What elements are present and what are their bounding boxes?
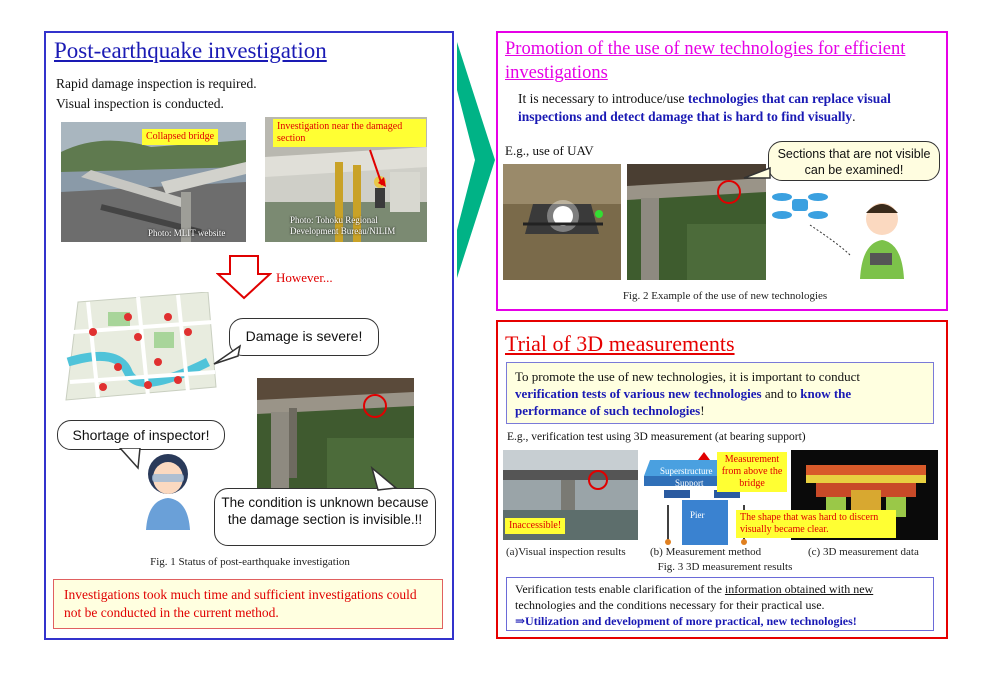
superstructure-label: Superstructure	[660, 466, 713, 476]
map-illustration	[58, 292, 218, 402]
pointer-arrow	[360, 145, 390, 190]
promotion-title: Promotion of the use of new technologies for efficient investigations	[505, 39, 906, 83]
left-title: Post-earthquake investigation	[54, 38, 327, 63]
collapsed-bridge-tag: Collapsed bridge	[142, 129, 218, 145]
promotion-text	[518, 90, 923, 126]
uav-bubble	[768, 141, 940, 181]
promotion-text-bold: technologies that can replace visual inspections and detect damage that is hard to find visually	[518, 91, 891, 124]
trial-box-plain1: To promote the use of new technologies, it is important to conduct	[515, 369, 860, 384]
however-text: However...	[276, 270, 333, 285]
investigation-tag: Investigation near the damaged section	[273, 119, 426, 147]
condition-unknown-text: The condition is unknown because the damage section is invisible.!!	[221, 495, 429, 527]
drone-operator-icon	[770, 185, 920, 280]
right-arrow-icon	[455, 40, 497, 280]
caption-b: (b) Measurement method	[650, 546, 762, 558]
caption-a: (a)Visual inspection results	[506, 546, 626, 558]
caption-c: (c) 3D measurement data	[808, 546, 919, 558]
uav-photo	[503, 164, 621, 280]
trial-title: Trial of 3D measurements	[505, 331, 735, 356]
uav-bubble-text: Sections that are not visible can be examined!	[777, 147, 931, 177]
final-box	[506, 577, 934, 631]
trial-eg: E.g., verification test using 3D measurement (at bearing support)	[507, 431, 806, 443]
final-pre: Verification tests enable clarification of the	[515, 582, 725, 596]
bubble-tail	[370, 466, 400, 492]
fig2-caption: Fig. 2 Example of the use of new technologies	[622, 290, 828, 302]
measurement-above-tag: Measurement from above the bridge	[717, 452, 787, 492]
shortage-bubble	[57, 420, 225, 450]
inspector-icon	[140, 452, 196, 532]
promotion-text-plain: It is necessary to introduce/use	[518, 91, 688, 106]
intro-line-2: Visual inspection is conducted.	[56, 96, 224, 111]
damage-severe-bubble	[229, 318, 379, 356]
bubble-tail	[118, 448, 142, 470]
shape-clear-tag: The shape that was hard to discern visually became clear.	[736, 510, 896, 538]
condition-unknown-bubble	[214, 488, 436, 546]
damage-severe-text: Damage is severe!	[245, 328, 363, 344]
fig1-caption: Fig. 1 Status of post-earthquake investigation	[150, 556, 350, 568]
photo2-credit: Photo: Tohoku Regional Development Bureau/NILIM	[290, 215, 396, 236]
conclusion-box	[53, 579, 443, 629]
down-arrow-icon	[216, 254, 272, 300]
promotion-text-end: .	[852, 109, 856, 124]
trial-box-bold1: verification tests of various new technologies	[515, 386, 762, 401]
final-line2: technologies and the conditions necessary for their practical use.	[515, 598, 825, 612]
final-underline: information obtained with new	[724, 582, 874, 596]
pier-label: Pier	[690, 510, 705, 520]
final-bold: ⇒Utilization and development of more practical, new technologies!	[515, 614, 857, 628]
support-label: Support	[675, 478, 704, 488]
inaccessible-tag: Inaccessible!	[505, 518, 565, 534]
intro-line-1: Rapid damage inspection is required.	[56, 76, 257, 91]
photo1-credit: Photo: MLIT website	[148, 228, 226, 238]
uav-eg-label: E.g., use of UAV	[505, 143, 594, 158]
bubble-tail	[742, 166, 772, 182]
shortage-text: Shortage of inspector!	[72, 427, 210, 443]
trial-box-plain2: and to	[761, 386, 801, 401]
trial-box-end: !	[700, 403, 705, 418]
trial-box	[506, 362, 934, 424]
bubble-tail	[212, 344, 242, 366]
fig3-caption: Fig. 3 3D measurement results	[657, 561, 793, 573]
trial-box-bold2: know the performance of such technologies	[515, 386, 852, 418]
conclusion-text: Investigations took much time and sufficient investigations could not be conducted in the current method.	[64, 587, 417, 620]
